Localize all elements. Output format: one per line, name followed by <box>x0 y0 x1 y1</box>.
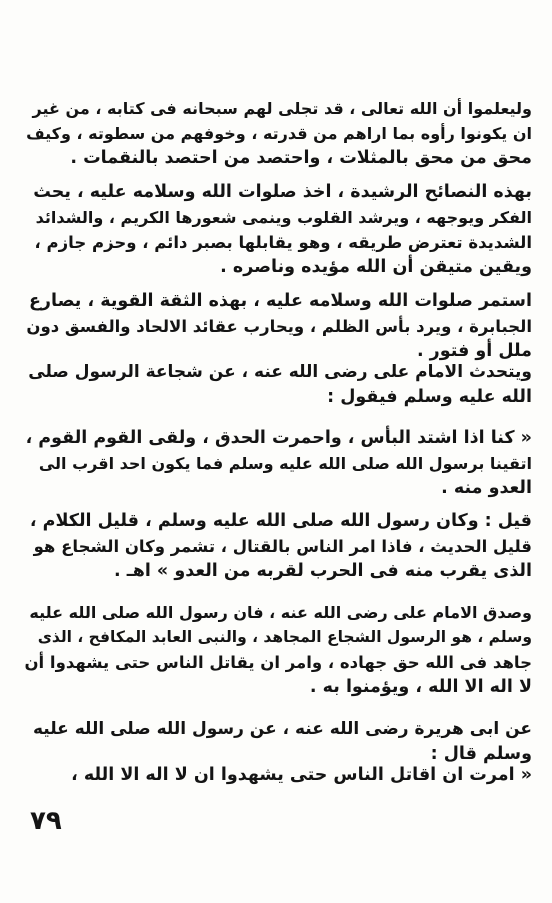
text-line: ويقين متيقن أن الله مؤيده وناصره . <box>220 257 532 277</box>
paragraph-8 <box>24 717 532 767</box>
paragraph-5 <box>24 426 532 501</box>
text-line: ويتحدث الامام على رضى الله عنه ، عن شجاعة الرسول صلى <box>28 362 532 382</box>
text-line: قيل : وكان رسول الله صلى الله عليه وسلم ، قليل الكلام ، <box>29 511 532 531</box>
text-line: بهذه النصائح الرشيدة ، اخذ صلوات الله وسلامه عليه ، يحث <box>33 182 532 202</box>
text-line: « كنا اذا اشتد البأس ، واحمرت الحدق ، ولقى القوم القوم ، <box>25 428 532 448</box>
paragraph-7 <box>24 600 532 700</box>
text-line: الذى يقرب منه فى الحرب لقربه من العدو » اهـ . <box>113 561 532 581</box>
text-line: وصدق الامام على رضى الله عنه ، فان رسول الله صلى الله عليه <box>29 603 532 622</box>
paragraph-1 <box>24 96 532 171</box>
text-line: الشديدة تعترض طريقه ، وهو يقابلها بصبر دائم ، وحزم جازم ، <box>34 233 532 252</box>
paragraph-6 <box>24 509 532 584</box>
text-line: ملل أو فتور . <box>416 341 532 361</box>
text-line: « امرت ان اقاتل الناس حتى يشهدوا ان لا اله الا الله ، <box>71 765 532 785</box>
paragraph-9 <box>24 763 532 788</box>
text-line: اتقينا برسول الله صلى الله عليه وسلم فما يكون احد اقرب الى <box>38 454 532 473</box>
paragraph-2 <box>24 180 532 280</box>
text-line: جاهد فى الله حق جهاده ، وامر ان يقاتل الناس حتى يشهدوا أن <box>24 653 532 672</box>
text-line: محق من محق بالمثلات ، واحتصد من احتصد بالنقمات . <box>70 148 532 168</box>
text-line: قليل الحديث ، فاذا امر الناس بالقتال ، تشمر وكان الشجاع هو <box>33 537 532 556</box>
paragraph-3 <box>24 289 532 364</box>
page-number: ٧٩ <box>30 806 62 836</box>
text-line: وسلم ، هو الرسول الشجاع المجاهد ، والنبى العابد المكافح ، الذى <box>37 628 532 646</box>
text-line: الفكر ويوجهه ، ويرشد القلوب وينمى شعورها الكريم ، والشدائد <box>35 208 532 227</box>
text-line: وسلم قال : <box>430 744 532 764</box>
text-line: الله عليه وسلم فيقول : <box>327 387 532 407</box>
text-line: لا اله الا الله ، ويؤمنوا به . <box>309 677 532 697</box>
text-line: الجبابرة ، ويرد بأس الظلم ، ويحارب عقائد الالحاد والفسق دون <box>26 317 532 336</box>
text-line: عن ابى هريرة رضى الله عنه ، عن رسول الله صلى الله عليه <box>32 719 532 739</box>
text-line: العدو منه . <box>441 478 532 498</box>
text-line: ان يكونوا رأوه بما اراهم من قدرته ، وخوفهم من سطوته ، وكيف <box>26 124 532 143</box>
text-line: وليعلموا أن الله تعالى ، قد تجلى لهم سبحانه فى كتابه ، من غير <box>32 99 532 118</box>
paragraph-4 <box>24 360 532 410</box>
text-line: استمر صلوات الله وسلامه عليه ، بهذه الثقة القوية ، يصارع <box>28 291 532 311</box>
